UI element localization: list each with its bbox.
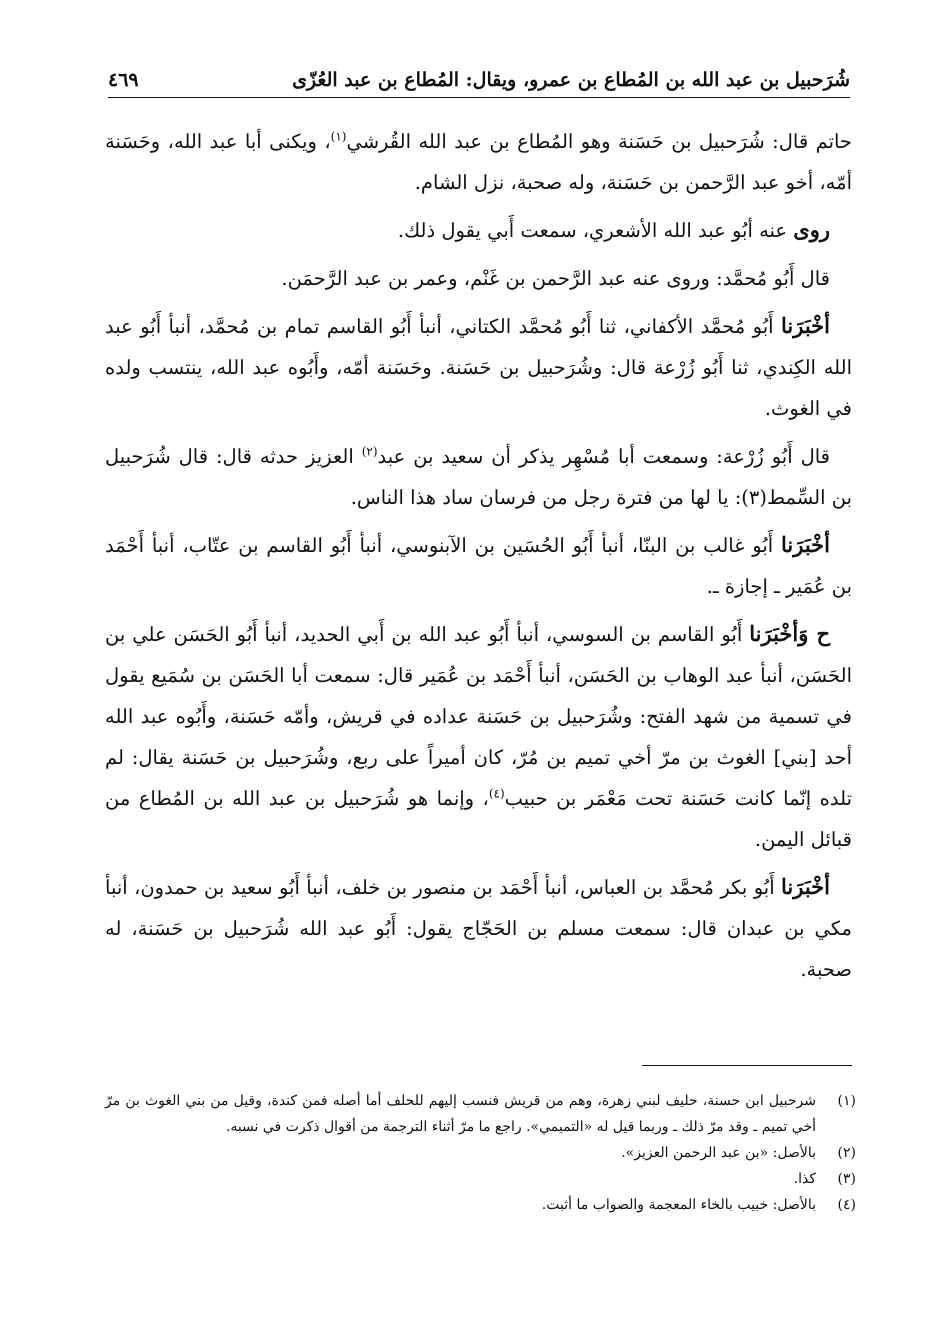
paragraph-text: أَبُو مُحمَّد الأكفاني، ثنا أَبُو مُحمَّد الكتاني، أنبأ أَبُو القاسم تمام بن مُحمَّد، أنبأ أَبُو عبد الله الكِندي، ثنا أَبُو زُرْعة قال: وشُرَحبيل بن حَسَنة. وحَسَنة أمّه، وأَبُوه عبد الله، ينتسب ولده في الغوث. — [105, 315, 852, 420]
paragraph — [105, 866, 852, 990]
footnote-ref[interactable]: (١) — [330, 129, 347, 144]
footnote — [105, 1140, 856, 1166]
paragraph-lead: روى — [793, 217, 830, 242]
paragraph-text: حاتم قال: شُرَحبيل بن حَسَنة وهو المُطاع بن عبد الله القُرشي — [346, 130, 852, 153]
footnote — [105, 1192, 856, 1218]
footnote-number: (٢) — [837, 1145, 856, 1161]
paragraph-lead: أخْبَرَنا — [781, 313, 830, 338]
footnote-number: (١) — [837, 1093, 856, 1109]
paragraph-text-cont: العزيز حدثه قال: قال شُرَحبيل بن السِّمط(٣): يا لها من فترة رجل من فرسان ساد هذا الناس. — [105, 445, 852, 509]
paragraph-lead: أخْبَرَنا — [781, 532, 830, 557]
running-title: شُرَحبيل بن عبد الله بن المُطاع بن عمرو، ويقال: المُطاع بن عبد العُزّى — [292, 69, 850, 91]
footnote-ref[interactable]: (٤) — [488, 786, 505, 801]
paragraph — [105, 120, 852, 203]
paragraph-text-cont: ، ويكنى أبا عبد الله، وحَسَنة أمّه، أخو عبد الرَّحمن بن حَسَنة، وله صحبة، نزل الشام. — [105, 130, 852, 194]
paragraph-text: أَبُو بكر مُحمَّد بن العباس، أنبأ أَحْمَد بن منصور بن خلف، أنبأ أَبُو سعيد بن حمدون، أنبأ مكي بن عبدان قال: سمعت مسلم بن الحَجّاج يقول: أَبُو عبد الله شُرَحبيل بن حَسَنة، له صحبة. — [105, 876, 852, 981]
paragraph — [105, 209, 852, 251]
paragraph-text-cont: ، وإنما هو شُرَحبيل بن عبد الله بن المُطاع من قبائل اليمن. — [105, 787, 852, 851]
paragraph — [105, 305, 852, 429]
paragraph-lead: ح وَأخْبَرَنا — [749, 621, 831, 646]
running-header — [108, 58, 850, 98]
footnote — [105, 1166, 856, 1192]
paragraph — [105, 613, 852, 860]
page-number: ٤٦٩ — [108, 69, 139, 91]
footnote-divider — [642, 1065, 852, 1066]
paragraph-lead: أخْبَرَنا — [781, 874, 830, 899]
footnote-number: (٣) — [837, 1171, 856, 1187]
footnote-number: (٤) — [837, 1197, 856, 1213]
paragraph-text: قال أَبُو مُحمَّد: وروى عنه عبد الرَّحمن بن غَنْم، وعمر بن عبد الرَّحمَن. — [281, 267, 830, 290]
footnote-text: بالأصل: «بن عبد الرحمن العزيز». — [621, 1145, 816, 1161]
paragraph-text: عنه أبُو عبد الله الأشعري، سمعت أَبي يقول ذلك. — [397, 219, 794, 242]
paragraph-text: أَبُو القاسم بن السوسي، أنبأ أَبُو عبد الله بن أَبي الحديد، أنبأ أَبُو الحَسَن علي بن الحَسَن، أنبأ عبد الوهاب بن الحَسَن، أنبأ أَحْمَد بن عُمَير قال: سمعت أبا الحَسَن بن سُمَيع يقول في تسمية من شهد الفتح: وشُرَحبيل بن حَسَنة عداده في قريش، وأمّه حَسَنة، وأَبُوه عبد الله أحد [بني] الغوث بن مرّ أخي تميم بن مُرّ، كان أميراً على ربع، وشُرَحبيل بن حَسَنة يقال: لم تلده إنّما كانت حَسَنة تحت مَعْمَر بن حبيب — [105, 623, 852, 810]
paragraph — [105, 257, 852, 299]
paragraph — [105, 435, 852, 518]
footnote-text: بالأصل: خبيب بالخاء المعجمة والصواب ما أثبت. — [541, 1197, 816, 1213]
paragraph — [105, 524, 852, 607]
paragraph-text: أَبُو غالب بن البنّا، أنبأ أَبُو الحُسَين بن الآبنوسي، أنبأ أَبُو القاسم بن عتّاب، أنبأ أَحْمَد بن عُمَير ـ إجازة ـ. — [105, 534, 852, 598]
footnote-text: شرحبيل ابن حسنة، حليف لبني زهرة، وهم من قريش فنسب إليهم للحلف أما أصله فمن كندة، وقيل من بني الغوث بن مرّ أخي تميم ـ وقد مرّ ذلك ـ وربما قيل له «التميمي». راجع ما مرّ أثناء الترجمة من أقوال ذكرت في نسبه. — [105, 1093, 816, 1135]
footnote-ref[interactable]: (٢) — [361, 444, 378, 459]
footnote-text: كذا. — [793, 1171, 816, 1187]
footnote — [105, 1088, 856, 1140]
main-text — [105, 120, 852, 996]
footnotes — [105, 1088, 856, 1218]
paragraph-text: قال أَبُو زُرْعة: وسمعت أبا مُسْهِر يذكر أن سعيد بن عبد — [377, 445, 831, 468]
